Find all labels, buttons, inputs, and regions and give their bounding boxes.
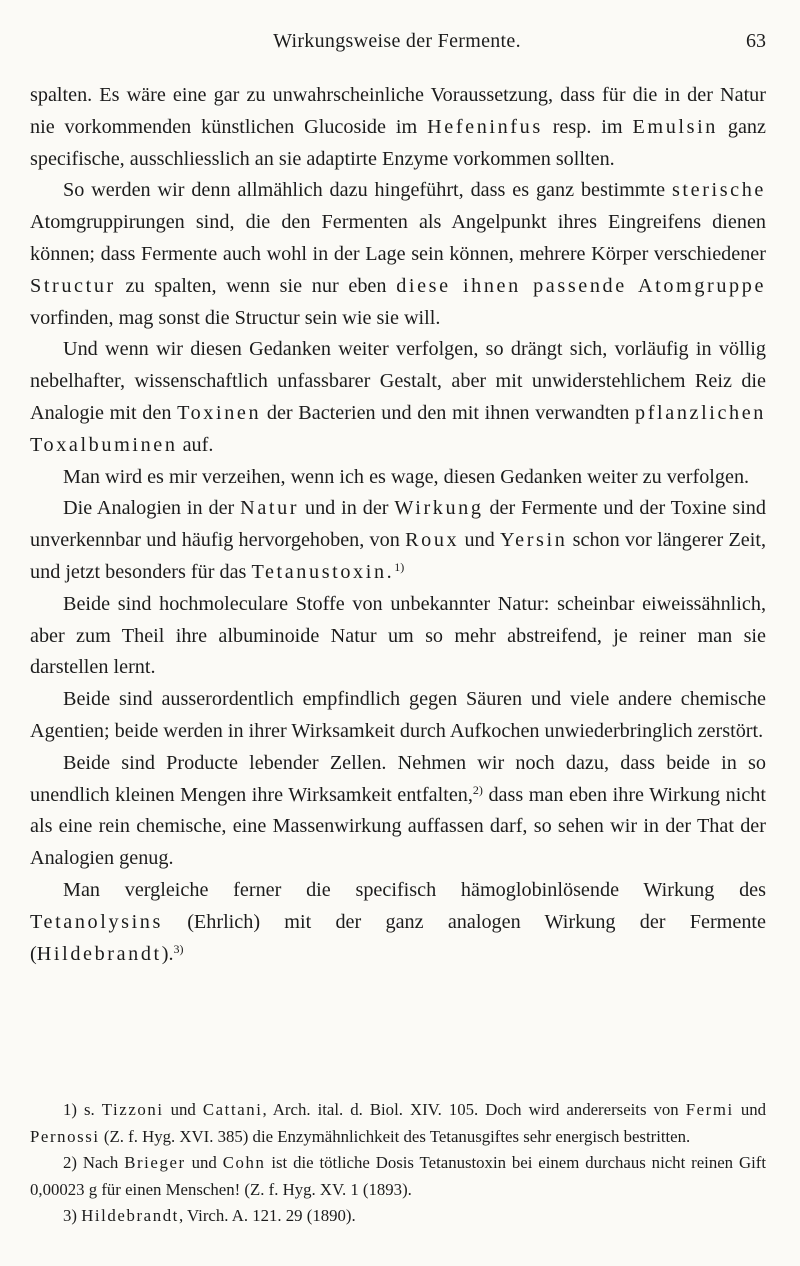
spaced-emphasis: Hildebrandt bbox=[36, 942, 162, 965]
spaced-emphasis: Structur bbox=[30, 274, 116, 297]
text-run: Beide sind ausserordentlich empfindlich gegen Säuren und viele andere chemische Agentien; beide werden in ihrer Wirksamkeit durch Aufkochen unwiederbringlich zerstört. bbox=[30, 688, 766, 742]
text-run: Atomgruppirungen sind, die den Fermenten als Angelpunkt ihres Eingreifens dienen können; dass Fermente auch wohl in der Lage sein können, mehrere Körper verschiedener bbox=[30, 211, 766, 265]
text-run: Beide sind Producte lebender Zellen. Nehmen wir noch dazu, dass beide in so unendlich kleinen Mengen ihre Wirksamkeit entfalten, bbox=[30, 751, 766, 806]
text-run: (Ehrlich) mit der ganz analogen Wirkung der Fermente ( bbox=[30, 910, 766, 965]
text-run: schon vor längerer Zeit, und jetzt besonders für das bbox=[30, 529, 767, 583]
footnote-ref: 3) bbox=[173, 941, 184, 956]
spaced-emphasis: Hildebrandt bbox=[81, 1206, 179, 1225]
spaced-emphasis: diese ihnen passende Atomgruppe bbox=[396, 274, 767, 297]
spaced-emphasis: Natur bbox=[240, 497, 300, 520]
text-run: und bbox=[733, 1100, 766, 1119]
spaced-emphasis: Toxinen bbox=[177, 401, 262, 424]
text-run: Die Analogien in der bbox=[63, 497, 241, 520]
page-number: 63 bbox=[746, 30, 766, 52]
paragraph bbox=[30, 493, 766, 588]
page-header bbox=[28, 30, 766, 58]
text-run: Man wird es mir verzeihen, wenn ich es wage, diesen Gedanken weiter zu verfolgen. bbox=[63, 465, 750, 488]
text-run: 1) s. bbox=[63, 1100, 102, 1119]
paragraph bbox=[30, 175, 766, 334]
text-run: resp. im bbox=[542, 115, 633, 138]
text-run: ). bbox=[161, 942, 174, 965]
text-run: und bbox=[163, 1100, 203, 1119]
body-text bbox=[30, 80, 766, 970]
text-run: und bbox=[459, 529, 500, 552]
spaced-emphasis: Tetanolysins bbox=[30, 910, 163, 933]
paragraph bbox=[30, 462, 766, 494]
spaced-emphasis: Cattani bbox=[202, 1100, 263, 1119]
text-run: 3) bbox=[63, 1206, 82, 1225]
text-run: und bbox=[185, 1153, 223, 1172]
text-run: spalten. Es wäre eine gar zu unwahrscheinliche Voraussetzung, dass für die in der Natur nie vorkommenden künstlichen Glucoside im bbox=[30, 84, 766, 138]
text-run: zu spalten, wenn sie nur eben bbox=[115, 274, 397, 297]
paragraph bbox=[30, 684, 766, 748]
text-run: , Arch. ital. d. Biol. XIV. 105. Doch wird andererseits von bbox=[262, 1100, 686, 1119]
spaced-emphasis: Cohn bbox=[222, 1153, 266, 1172]
spaced-emphasis: sterische bbox=[671, 179, 766, 202]
footnote bbox=[30, 1203, 766, 1230]
text-run: 2) Nach bbox=[63, 1153, 125, 1172]
spaced-emphasis: Wirkung bbox=[394, 497, 484, 520]
spaced-emphasis: Hefeninfus bbox=[427, 115, 543, 138]
text-run: der Bacterien und den mit ihnen verwandten bbox=[261, 401, 636, 424]
spaced-emphasis: pflanzlichen Toxalbuminen bbox=[30, 401, 766, 456]
text-run: Beide sind hochmoleculare Stoffe von unbekannter Natur: scheinbar eiweissähnlich, aber zum Theil ihre albuminoide Natur um so mehr abstreifend, je reiner man sie darstellen lernt. bbox=[30, 592, 766, 679]
footnote bbox=[30, 1097, 766, 1150]
spaced-emphasis: Tizzoni bbox=[101, 1100, 164, 1119]
spaced-emphasis: Roux bbox=[405, 529, 460, 552]
footnote bbox=[30, 1150, 766, 1203]
text-run: So werden wir denn allmählich dazu hingeführt, dass es ganz bestimmte bbox=[63, 179, 672, 202]
text-run: (Z. f. Hyg. XVI. 385) die Enzymähnlichkeit des Tetanusgiftes sehr energisch bestritten. bbox=[99, 1126, 691, 1146]
footnotes bbox=[30, 1097, 766, 1230]
spaced-emphasis: Brieger bbox=[124, 1153, 186, 1172]
text-run: dass man eben ihre Wirkung nicht als eine rein chemische, eine Massenwirkung auffassen darf, so sehen wir in der That der Analogien genug. bbox=[30, 783, 767, 870]
paragraph bbox=[30, 334, 766, 461]
text-run: Und wenn wir diesen Gedanken weiter verfolgen, so drängt sich, vorläufig in völlig nebelhafter, wissenschaftlich unfassbarer Gestalt, aber mit unwiderstehlichem Reiz die Analogie mit den bbox=[30, 338, 766, 424]
paragraph bbox=[30, 748, 766, 875]
running-title: Wirkungsweise der Fermente. bbox=[273, 30, 521, 52]
text-run: Man vergleiche ferner die specifisch hämoglobinlösende Wirkung des bbox=[63, 878, 766, 901]
footnote-ref: 1) bbox=[394, 559, 405, 574]
text-run: auf. bbox=[177, 433, 214, 456]
text-run: , Virch. A. 121. 29 (1890). bbox=[178, 1206, 356, 1225]
paragraph bbox=[30, 589, 766, 684]
text-run: ist die tötliche Dosis Tetanustoxin bei einem durchaus nicht reinen Gift 0,00023 g für einen Menschen! (Z. f. Hyg. XV. 1 (1893). bbox=[30, 1153, 766, 1199]
paragraph bbox=[30, 875, 766, 970]
spaced-emphasis: Emulsin bbox=[632, 115, 718, 138]
spaced-emphasis: Fermi bbox=[685, 1100, 734, 1119]
spaced-emphasis: Pernossi bbox=[30, 1126, 100, 1146]
paragraph bbox=[30, 80, 766, 175]
text-run: vorfinden, mag sonst die Structur sein wie sie will. bbox=[30, 306, 441, 329]
text-run: der Fermente und der Toxine sind unverkennbar und häufig hervorgehoben, von bbox=[30, 497, 766, 552]
text-run: und in der bbox=[299, 497, 395, 520]
spaced-emphasis: Tetanustoxin. bbox=[251, 560, 395, 583]
spaced-emphasis: Yersin bbox=[499, 529, 568, 552]
footnote-ref: 2) bbox=[472, 782, 483, 797]
text-run: ganz specifische, ausschliesslich an sie adaptirte Enzyme vorkommen sollten. bbox=[30, 115, 766, 170]
